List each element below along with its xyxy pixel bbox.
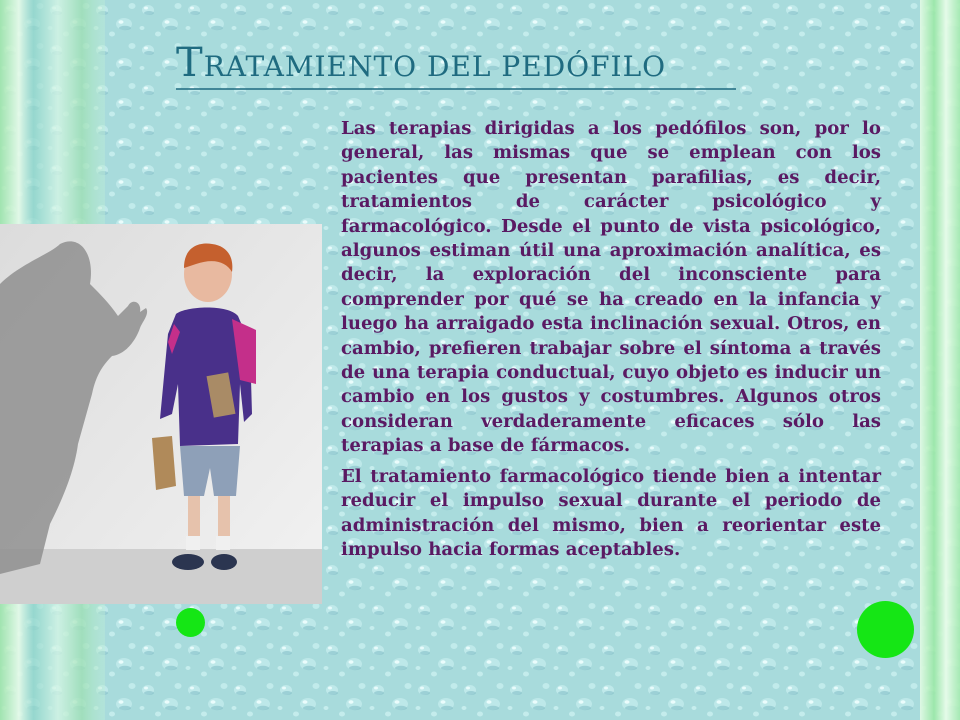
slide-title [176,40,666,86]
boy-with-shadow-photo [0,224,322,604]
paragraph: El tratamiento farmacológico tiende bien a intentar reducir el impulso sexual durante el periodo de administración del mismo, bien a reorientar este impulso hacia formas aceptables. [341,465,881,560]
paragraph: Las terapias dirigidas a los pedófilos son, por lo general, las mismas que se emplean con los pacientes que presentan parafilias, es decir, tratamientos de carácter psicológico y farmacológico. Desde el punto de vista psicológico, algunos estiman útil una aproximación analítica, es decir, la exploración del inconsciente para comprender por qué se ha creado en la infancia y luego ha arraigado esta inclinación sexual. Otros, en cambio, prefieren trabajar sobre el síntoma a través de una terapia conductual, cuyo objeto es inducir un cambio en los gustos y costumbres. Algunos otros consideran verdaderamente eficaces sólo las terapias a base de fármacos. [341,118,881,457]
accent-dot-right [857,601,914,658]
title-first-letter: T [176,40,204,86]
title-underline [176,88,736,92]
title-rest: RATAMIENTO DEL PEDÓFILO [203,50,667,83]
body-text [341,117,881,568]
accent-dot-left [176,608,205,637]
